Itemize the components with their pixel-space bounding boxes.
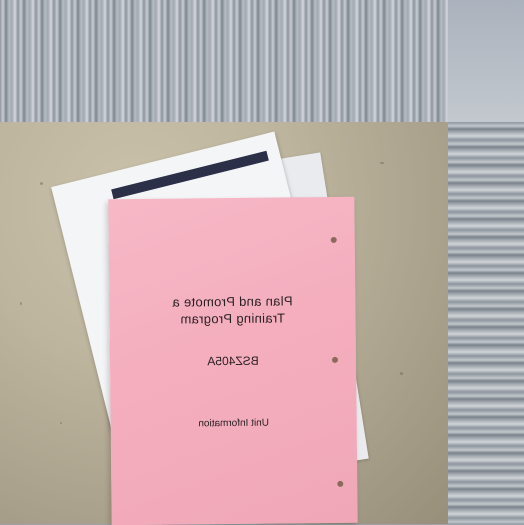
punch-hole [331, 237, 337, 243]
pink-cover-sheet [108, 197, 357, 525]
punch-hole [337, 481, 343, 487]
surface-speck [20, 302, 22, 305]
surface-speck [400, 372, 403, 375]
right-background-band [448, 122, 524, 524]
document-title-line2: Training Program [180, 310, 286, 327]
unit-code: BSZ405A [207, 353, 259, 369]
top-right-background [448, 0, 524, 122]
surface-speck [40, 182, 43, 185]
unit-information-label: Unit Information [198, 417, 270, 430]
surface-speck [60, 422, 62, 424]
top-background-band [0, 0, 524, 122]
surface-speck [380, 162, 384, 164]
document-title-line1: Plan and Promote a [172, 293, 293, 310]
